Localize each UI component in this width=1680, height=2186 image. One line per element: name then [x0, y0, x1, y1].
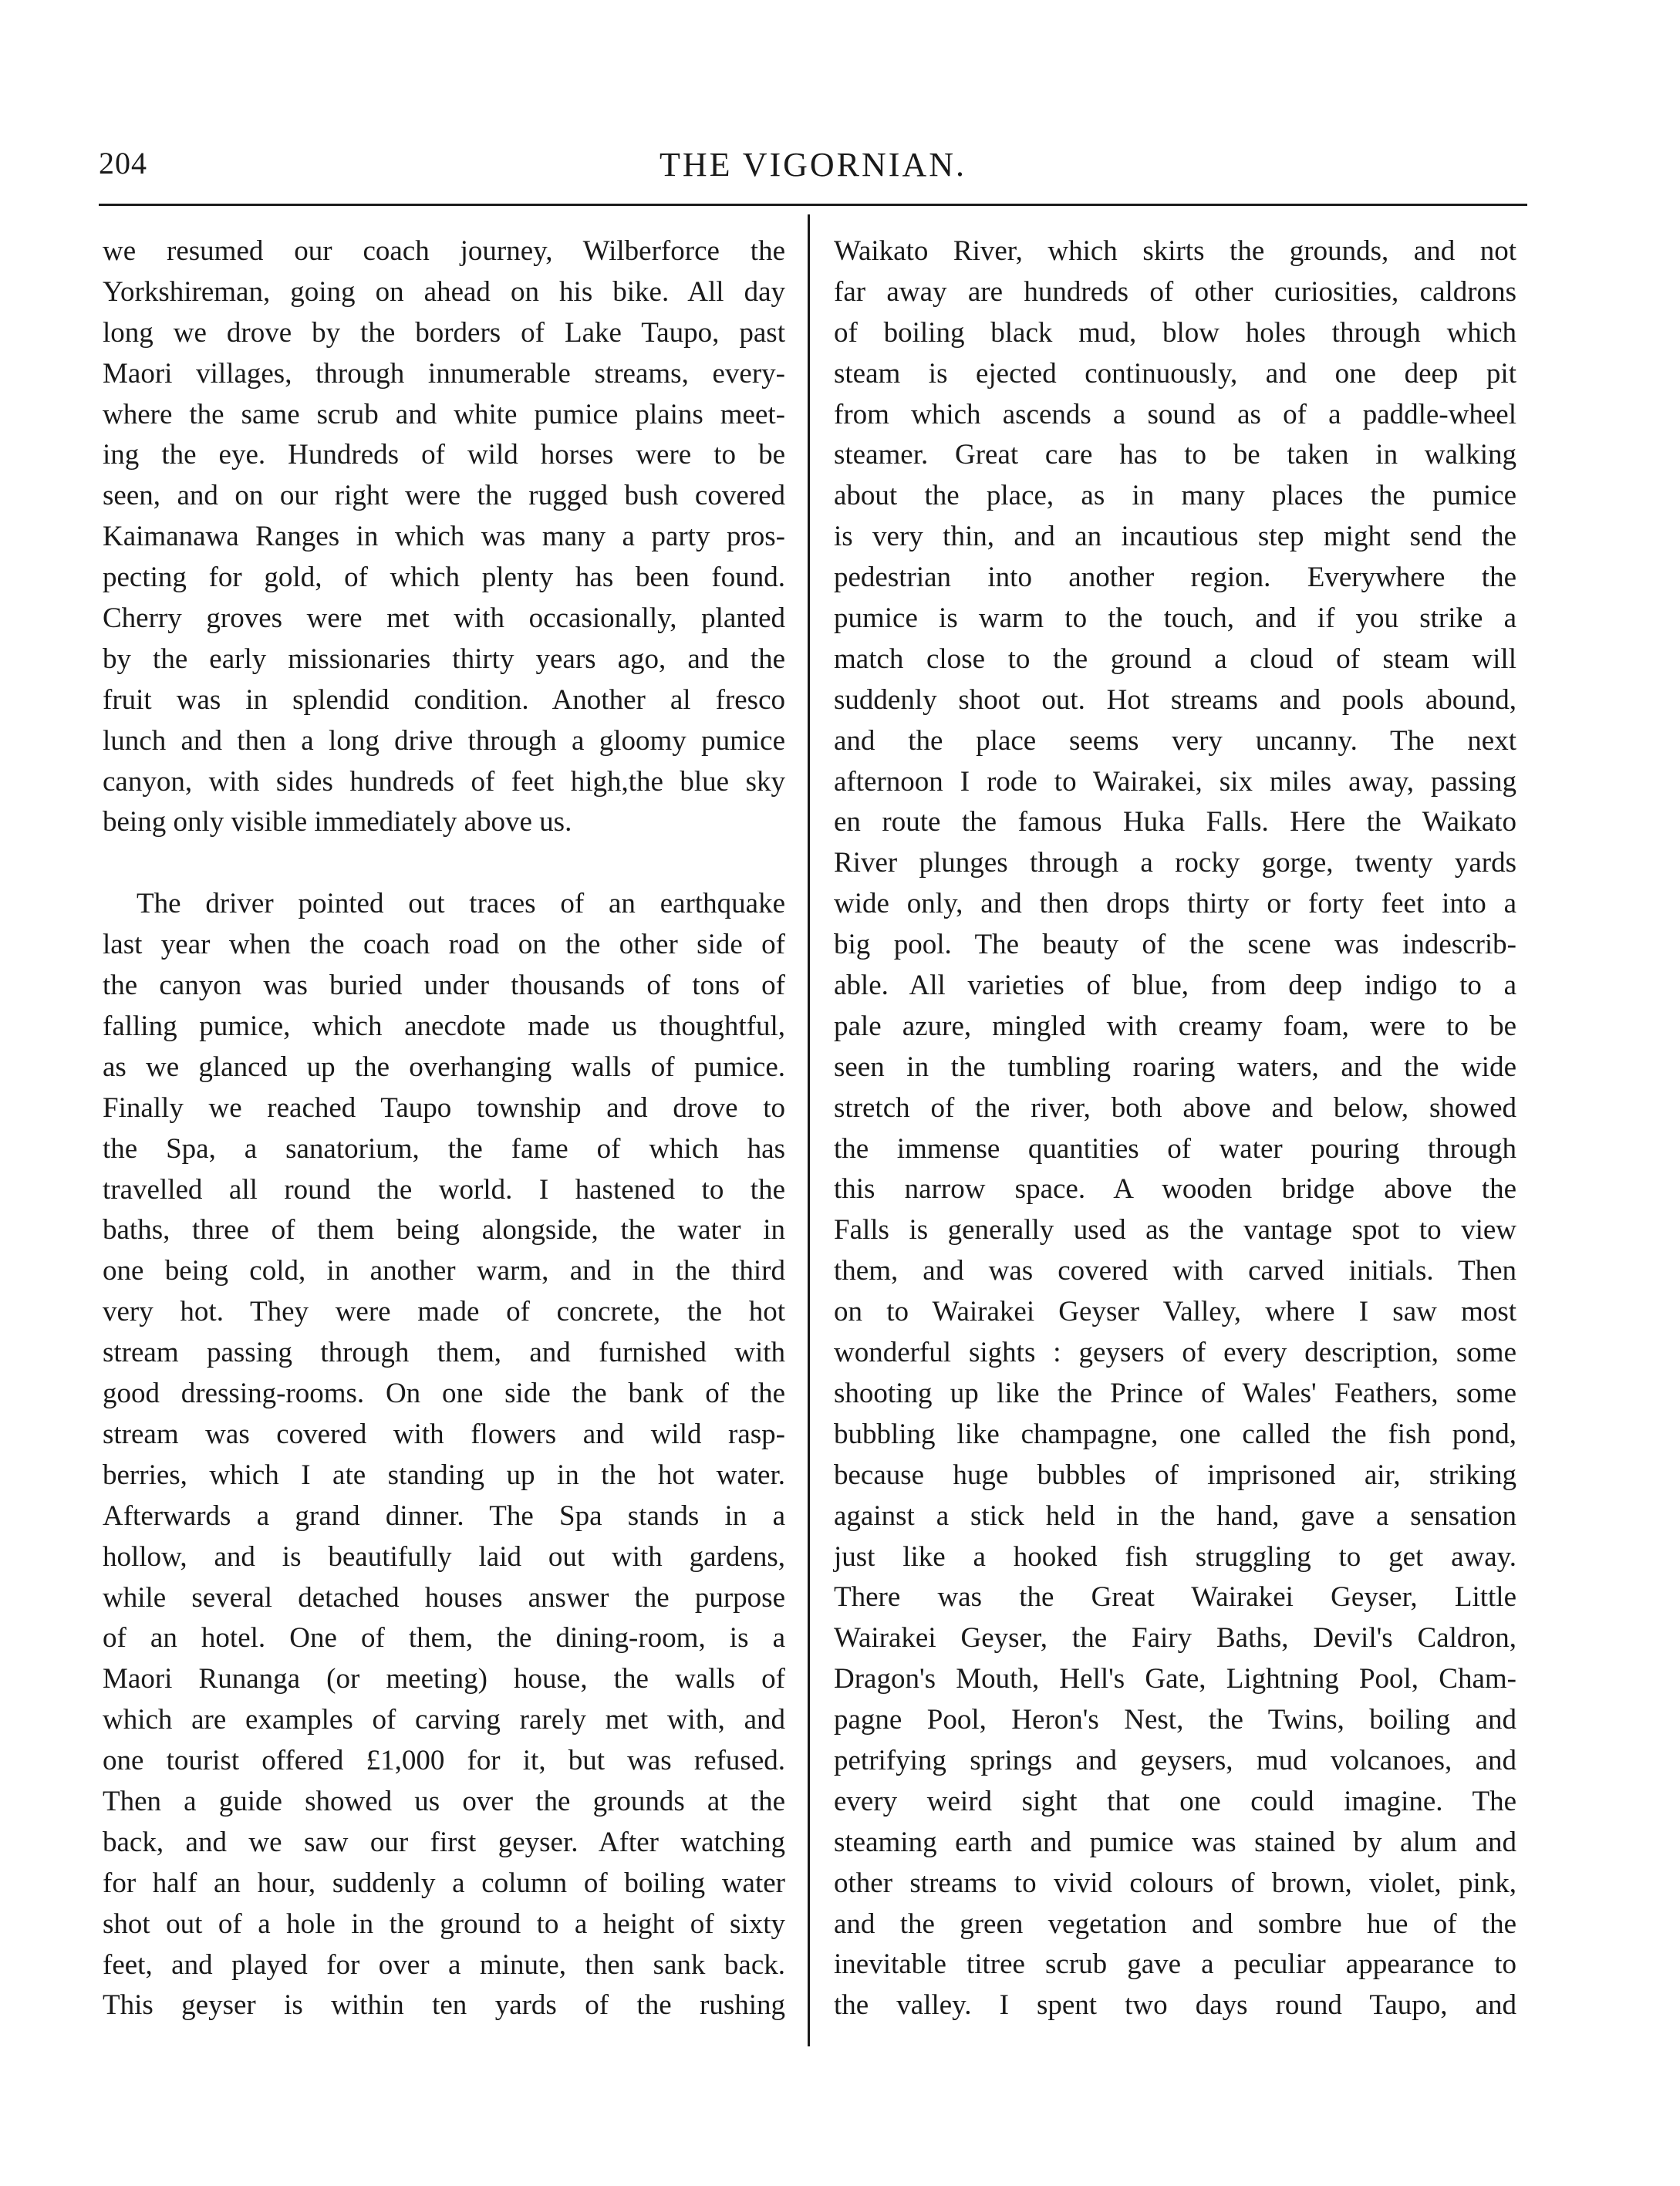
text-line: as we glanced up the overhanging walls of pumice. — [103, 1051, 785, 1083]
text-line: Cherry groves were met with occasionally, planted — [103, 602, 785, 635]
text-line: about the place, as in many places the pumice — [834, 480, 1516, 512]
text-line: very hot. They were made of concrete, the hot — [103, 1296, 785, 1328]
text-line: and the place seems very uncanny. The next — [834, 724, 1516, 757]
text-line: by the early missionaries thirty years ago, and the — [103, 643, 785, 675]
paragraph-gap — [103, 843, 785, 884]
text-line: pedestrian into another region. Everywhere the — [834, 562, 1516, 594]
text-line: canyon, with sides hundreds of feet high,the blue sky — [103, 765, 785, 798]
text-line: big pool. The beauty of the scene was indescrib- — [834, 929, 1516, 961]
text-line: shot out of a hole in the ground to a height of sixty — [103, 1908, 785, 1940]
text-line: pagne Pool, Heron's Nest, the Twins, boiling and — [834, 1704, 1516, 1736]
text-line: en route the famous Huka Falls. Here the Waikato — [834, 806, 1516, 838]
text-line: seen in the tumbling roaring waters, and the wide — [834, 1051, 1516, 1083]
text-line: steaming earth and pumice was stained by alum and — [834, 1826, 1516, 1858]
text-line: one being cold, in another warm, and in the third — [103, 1255, 785, 1287]
text-line: There was the Great Wairakei Geyser, Little — [834, 1581, 1516, 1614]
text-line: shooting up like the Prince of Wales' Feathers, some — [834, 1377, 1516, 1409]
text-line: the immense quantities of water pouring through — [834, 1132, 1516, 1165]
text-line: afternoon I rode to Wairakei, six miles away, passing — [834, 765, 1516, 798]
text-line: pecting for gold, of which plenty has been found. — [103, 562, 785, 594]
text-line: just like a hooked fish struggling to get away. — [834, 1540, 1516, 1573]
text-line: Dragon's Mouth, Hell's Gate, Lightning Pool, Cham- — [834, 1663, 1516, 1695]
text-line: Maori Runanga (or meeting) house, the walls of — [103, 1663, 785, 1695]
text-line: good dressing-rooms. On one side the bank of the — [103, 1378, 785, 1410]
text-line: match close to the ground a cloud of steam will — [834, 643, 1516, 675]
text-line: while several detached houses answer the purpose — [103, 1581, 785, 1614]
paragraph-2 — [103, 884, 785, 2026]
text-line: feet, and played for over a minute, then sank back. — [103, 1948, 785, 1981]
text-line: able. All varieties of blue, from deep indigo to a — [834, 970, 1516, 1002]
text-line: stretch of the river, both above and below, showed — [834, 1091, 1516, 1124]
text-line: on to Wairakei Geyser Valley, where I saw most — [834, 1296, 1516, 1328]
page-header — [99, 145, 1527, 207]
text-line: suddenly shoot out. Hot streams and pools abound, — [834, 683, 1516, 716]
paragraph-1 — [103, 231, 785, 843]
text-line: wide only, and then drops thirty or forty feet into a — [834, 888, 1516, 920]
text-line: Kaimanawa Ranges in which was many a party pros- — [103, 521, 785, 553]
text-line: Maori villages, through innumerable streams, every- — [103, 357, 785, 390]
text-line: steam is ejected continuously, and one deep pit — [834, 357, 1516, 390]
text-line: one tourist offered £1,000 for it, but was refused. — [103, 1745, 785, 1777]
text-line: River plunges through a rocky gorge, twenty yards — [834, 847, 1516, 879]
text-line: far away are hundreds of other curiosities, caldrons — [834, 275, 1516, 308]
text-line: the valley. I spent two days round Taupo, and — [834, 1989, 1516, 2022]
text-line: Wairakei Geyser, the Fairy Baths, Devil's Caldron, — [834, 1622, 1516, 1655]
text-line: baths, three of them being alongside, the water in — [103, 1214, 785, 1246]
text-line: steamer. Great care has to be taken in walking — [834, 439, 1516, 471]
text-line: last year when the coach road on the other side of — [103, 929, 785, 961]
header-rule — [99, 204, 1527, 206]
text-line: from which ascends a sound as of a paddle-wheel — [834, 398, 1516, 430]
text-line: is very thin, and an incautious step might send the — [834, 521, 1516, 553]
text-line: Afterwards a grand dinner. The Spa stands in a — [103, 1500, 785, 1532]
text-line: wonderful sights : geysers of every description, some — [834, 1337, 1516, 1369]
text-line: them, and was covered with carved initials. Then — [834, 1255, 1516, 1287]
text-line: this narrow space. A wooden bridge above the — [834, 1173, 1516, 1206]
text-line: lunch and then a long drive through a gloomy pumice — [103, 724, 785, 757]
text-line: Then a guide showed us over the grounds at the — [103, 1785, 785, 1817]
page-number: 204 — [99, 146, 147, 180]
text-line: berries, which I ate standing up in the hot water. — [103, 1459, 785, 1491]
text-line: Falls is generally used as the vantage spot to view — [834, 1214, 1516, 1246]
text-line: petrifying springs and geysers, mud volcanoes, and — [834, 1744, 1516, 1776]
text-line: long we drove by the borders of Lake Taupo, past — [103, 316, 785, 349]
text-line: travelled all round the world. I hastened to the — [103, 1173, 785, 1206]
text-line: we resumed our coach journey, Wilberforce the — [103, 235, 785, 267]
running-title: THE VIGORNIAN. — [659, 146, 967, 184]
text-line: the canyon was buried under thousands of tons of — [103, 970, 785, 1002]
text-line: stream passing through them, and furnished with — [103, 1337, 785, 1369]
text-line: every weird sight that one could imagine. The — [834, 1785, 1516, 1817]
text-line: ing the eye. Hundreds of wild horses were to be — [103, 439, 785, 471]
text-line: seen, and on our right were the rugged bush covered — [103, 480, 785, 512]
text-line: Yorkshireman, going on ahead on his bike. All day — [103, 275, 785, 308]
left-column — [103, 231, 785, 2026]
text-line: which are examples of carving rarely met with, and — [103, 1704, 785, 1736]
text-line: stream was covered with flowers and wild rasp- — [103, 1418, 785, 1450]
text-line: back, and we saw our first geyser. After watching — [103, 1826, 785, 1858]
text-line: of boiling black mud, blow holes through which — [834, 316, 1516, 349]
text-line: bubbling like champagne, one called the fish pond, — [834, 1418, 1516, 1450]
text-line: because huge bubbles of imprisoned air, striking — [834, 1459, 1516, 1491]
text-line: This geyser is within ten yards of the rushing — [103, 1989, 785, 2022]
text-line: other streams to vivid colours of brown, violet, pink, — [834, 1867, 1516, 1899]
column-divider — [808, 214, 810, 2046]
text-line: the Spa, a sanatorium, the fame of which has — [103, 1132, 785, 1165]
text-line: against a stick held in the hand, gave a sensation — [834, 1500, 1516, 1532]
text-line: inevitable titree scrub gave a peculiar appearance to — [834, 1948, 1516, 1981]
text-line: for half an hour, suddenly a column of boiling water — [103, 1867, 785, 1899]
text-line: hollow, and is beautifully laid out with gardens, — [103, 1540, 785, 1573]
text-line: falling pumice, which anecdote made us thoughtful, — [103, 1010, 785, 1043]
right-column — [834, 231, 1516, 2026]
text-line: fruit was in splendid condition. Another al fresco — [103, 683, 785, 716]
text-line: where the same scrub and white pumice plains meet- — [103, 398, 785, 430]
text-line: Waikato River, which skirts the grounds, and not — [834, 235, 1516, 267]
text-line: The driver pointed out traces of an earthquake — [137, 888, 785, 920]
text-line: being only visible immediately above us. — [103, 806, 572, 838]
text-line: and the green vegetation and sombre hue of the — [834, 1908, 1516, 1940]
text-line: pumice is warm to the touch, and if you strike a — [834, 602, 1516, 635]
text-line: pale azure, mingled with creamy foam, were to be — [834, 1010, 1516, 1042]
text-line: Finally we reached Taupo township and drove to — [103, 1091, 785, 1124]
text-line: of an hotel. One of them, the dining-room, is a — [103, 1622, 785, 1655]
